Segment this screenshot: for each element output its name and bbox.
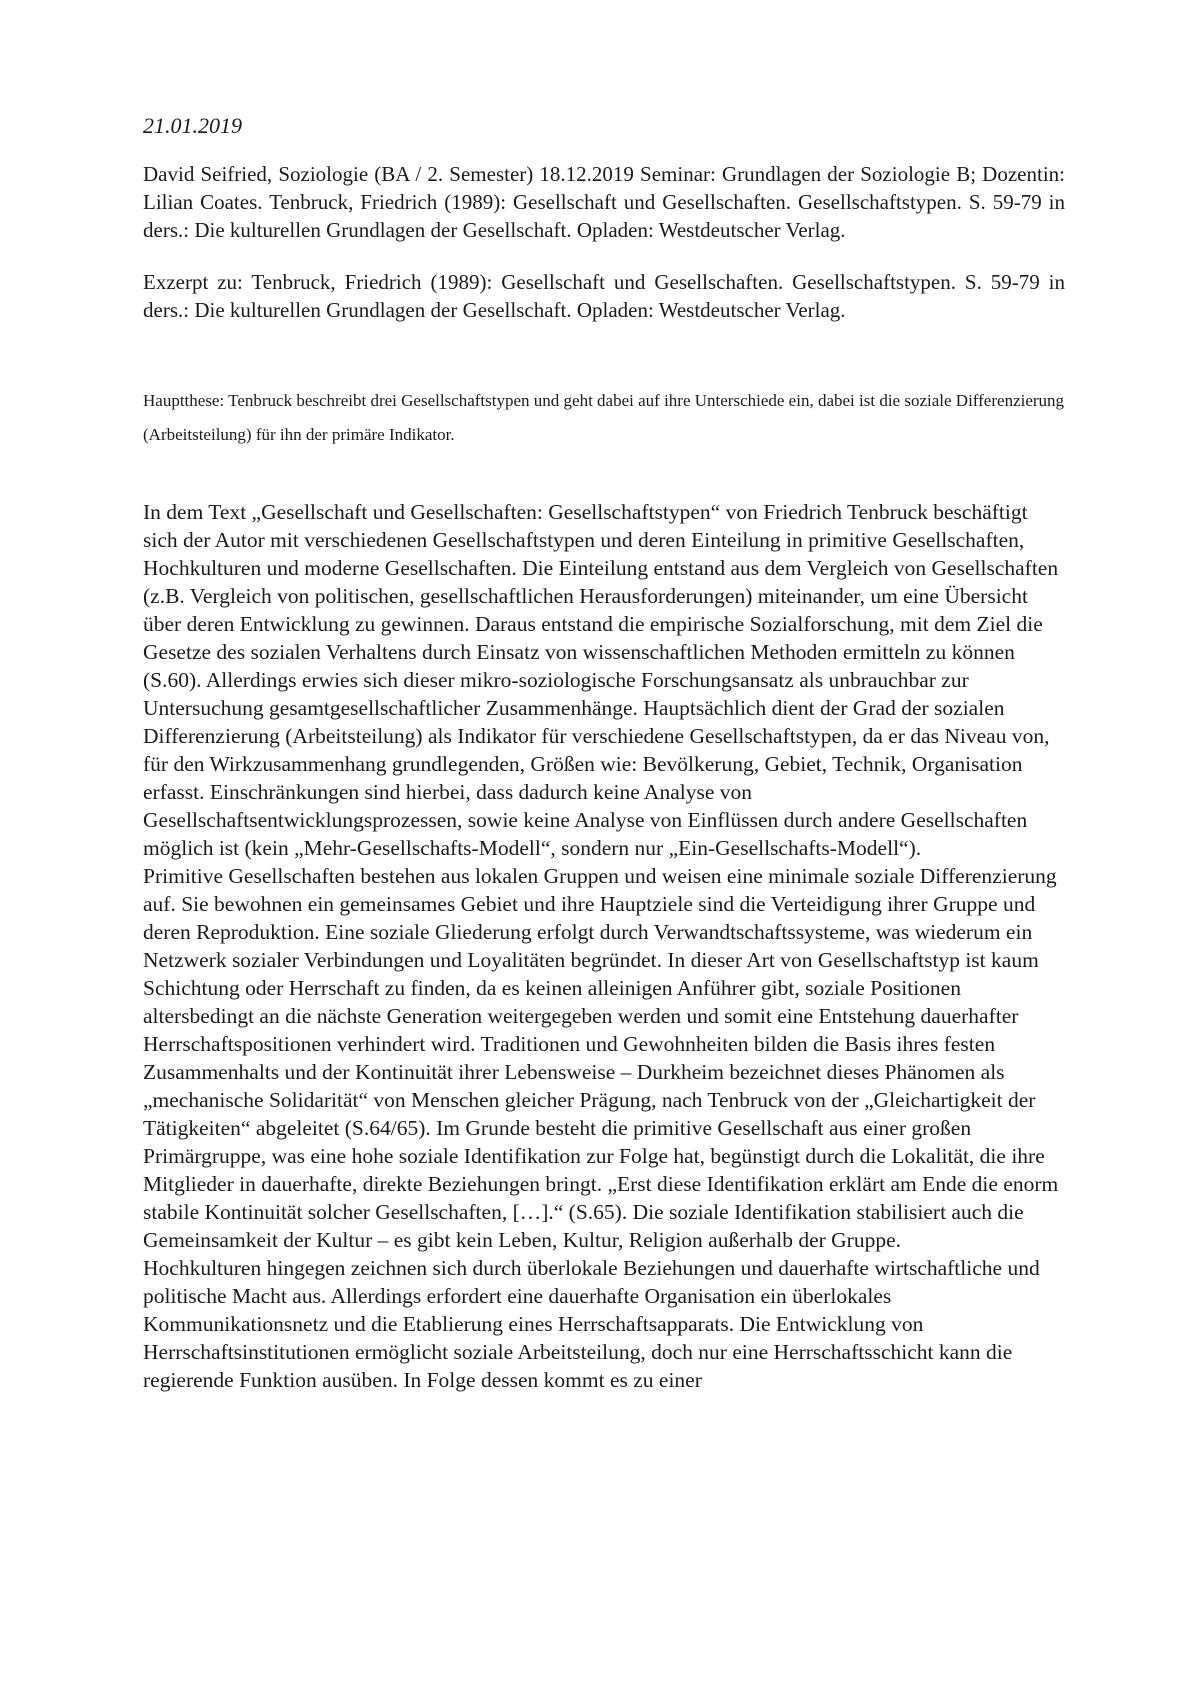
document-page xyxy=(143,112,1065,1394)
paragraph-high-cultures: Hochkulturen hingegen zeichnen sich durch überlokale Beziehungen und dauerhafte wirtschaftliche und politische Macht aus. Allerdings erfordert eine dauerhafte Organisation ein überlokales Kommunikationsnetz und die Etablierung eines Herrschaftsapparats. Die Entwicklung von Herrschaftsinstitutionen ermöglicht soziale Arbeitsteilung, doch nur eine Herrschaftsschicht kann die regierende Funktion ausüben. In Folge dessen kommt es zu einer xyxy=(143,1256,1040,1392)
paragraph-introduction: In dem Text „Gesellschaft und Gesellschaften: Gesellschaftstypen“ von Friedrich Tenbruck beschäftigt sich der Autor mit verschiedenen Gesellschaftstypen und deren Einteilung in primitive Gesellschaften, Hochkulturen und moderne Gesellschaften. Die Einteilung entstand aus dem Vergleich von Gesellschaften (z.B. Vergleich von politischen, gesellschaftlichen Herausforderungen) miteinander, um eine Übersicht über deren Entwicklung zu gewinnen. Daraus entstand die empirische Sozialforschung, mit dem Ziel die Gesetze des sozialen Verhaltens durch Einsatz von wissenschaftlichen Methoden ermitteln zu können (S.60). Allerdings erwies sich dieser mikro-soziologische Forschungsansatz als unbrauchbar zur Untersuchung gesamtgesellschaftlicher Zusammenhänge. Hauptsächlich dient der Grad der sozialen Differenzierung (Arbeitsteilung) als Indikator für verschiedene Gesellschaftstypen, da er das Niveau von, für den Wirkzusammenhang grundlegenden, Größen wie: Bevölkerung, Gebiet, Technik, Organisation erfasst. Einschränkungen sind hierbei, dass dadurch keine Analyse von Gesellschaftsentwicklungsprozessen, sowie keine Analyse von Einflüssen durch andere Gesellschaften möglich ist (kein „Mehr-Gesellschafts-Modell“, sondern nur „Ein-Gesellschafts-Modell“). xyxy=(143,500,1059,860)
body-text xyxy=(143,498,1065,1394)
excerpt-title: Exzerpt zu: Tenbruck, Friedrich (1989): Gesellschaft und Gesellschaften. Gesellschaftstypen. S. 59-79 in ders.: Die kulturellen Grundlagen der Gesellschaft. Opladen: Westdeutscher Verlag. xyxy=(143,270,1065,322)
document-date: 21.01.2019 xyxy=(143,113,242,138)
paragraph-primitive-societies: Primitive Gesellschaften bestehen aus lokalen Gruppen und weisen eine minimale soziale Differenzierung auf. Sie bewohnen ein gemeinsames Gebiet und ihre Hauptziele sind die Verteidigung ihrer Gruppe und deren Reproduktion. Eine soziale Gliederung erfolgt durch Verwandtschaftssysteme, was wiederum ein Netzwerk sozialer Verbindungen und Loyalitäten begründet. In dieser Art von Gesellschaftstyp ist kaum Schichtung oder Herrschaft zu finden, da es keinen alleinigen Anführer gibt, soziale Positionen altersbedingt an die nächste Generation weitergegeben werden und somit eine Entstehung dauerhafter Herrschaftspositionen verhindert wird. Traditionen und Gewohnheiten bilden die Basis ihres festen Zusammenhalts und der Kontinuität ihrer Lebensweise – Durkheim bezeichnet dieses Phänomen als „mechanische Solidarität“ von Menschen gleicher Prägung, nach Tenbruck von der „Gleichartigkeit der Tätigkeiten“ abgeleitet (S.64/65). Im Grunde besteht die primitive Gesellschaft aus einer großen Primärgruppe, was eine hohe soziale Identifikation zur Folge hat, begünstigt durch die Lokalität, die ihre Mitglieder in dauerhafte, direkte Beziehungen bringt. „Erst diese Identifikation erklärt am Ende die enorm stabile Kontinuität solcher Gesellschaften, […].“ (S.65). Die soziale Identifikation stabilisiert auch die Gemeinsamkeit der Kultur – es gibt kein Leben, Kultur, Religion außerhalb der Gruppe. xyxy=(143,864,1059,1252)
bibliographic-header: David Seifried, Soziologie (BA / 2. Semester) 18.12.2019 Seminar: Grundlagen der Soziologie B; Dozentin: Lilian Coates. Tenbruck, Friedrich (1989): Gesellschaft und Gesellschaften. Gesellschaftstypen. S. 59-79 in ders.: Die kulturellen Grundlagen der Gesellschaft. Opladen: Westdeutscher Verlag. xyxy=(143,162,1065,242)
main-thesis: Hauptthese: Tenbruck beschreibt drei Gesellschaftstypen und geht dabei auf ihre Unterschiede ein, dabei ist die soziale Differenzierung (Arbeitsteilung) für ihn der primäre Indikator. xyxy=(143,391,1065,444)
